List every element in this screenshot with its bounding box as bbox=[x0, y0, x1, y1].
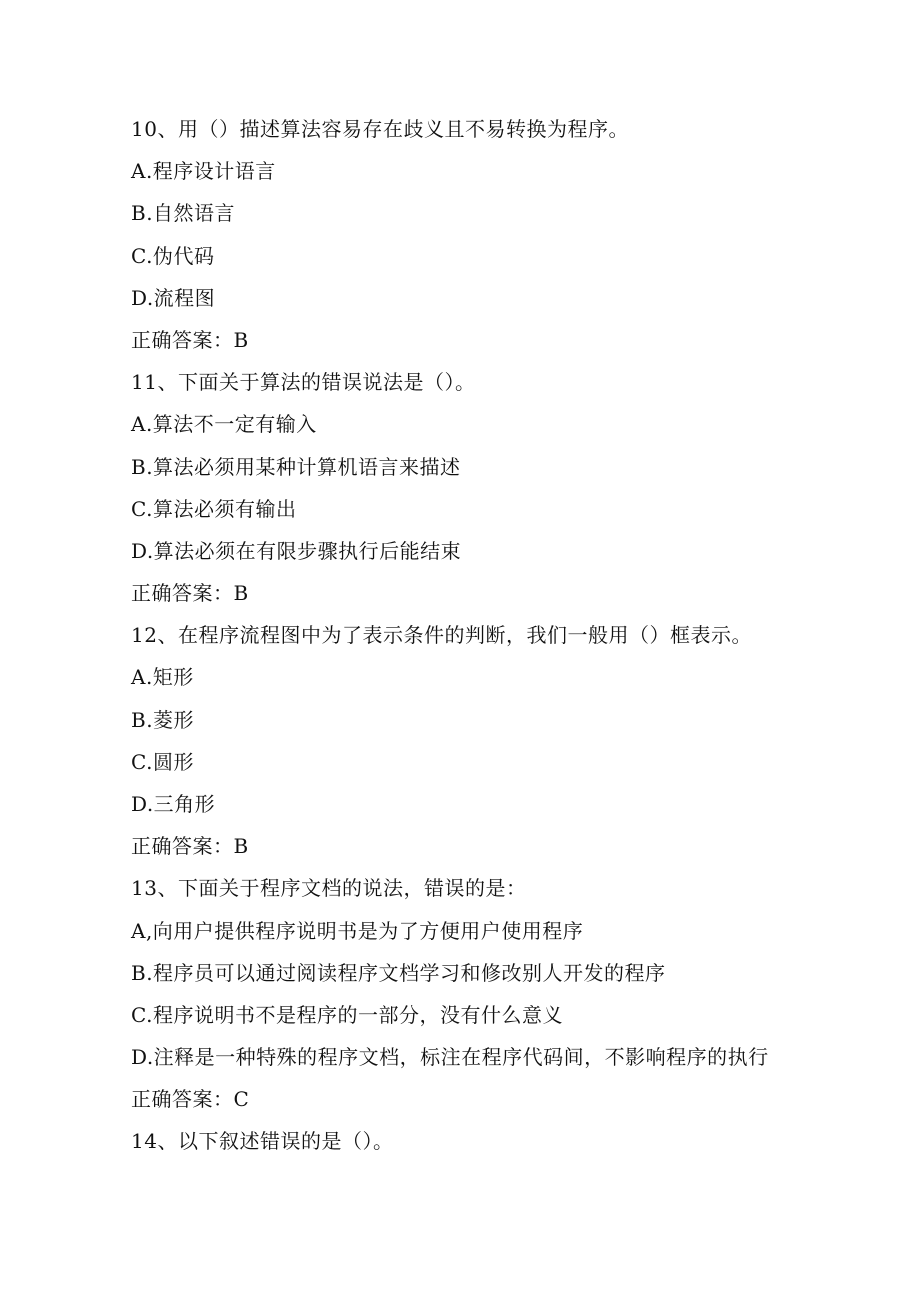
option-d: D.注释是一种特殊的程序文档，标注在程序代码间，不影响程序的执行 bbox=[131, 1045, 769, 1070]
question-stem: 14、以下叙述错误的是（）。 bbox=[131, 1129, 394, 1154]
option-c: C.圆形 bbox=[131, 749, 194, 774]
question-list bbox=[131, 108, 791, 1163]
question-stem: 13、下面关于程序文档的说法，错误的是： bbox=[131, 876, 527, 901]
option-b: B.程序员可以通过阅读程序文档学习和修改别人开发的程序 bbox=[131, 960, 666, 985]
question-stem: 10、用（）描述算法容易存在歧义且不易转换为程序。 bbox=[131, 117, 629, 141]
option-b: B.菱形 bbox=[131, 707, 195, 732]
option-b: B.算法必须用某种计算机语言来描述 bbox=[131, 454, 461, 479]
option-b: B.自然语言 bbox=[131, 201, 236, 226]
option-c: C.伪代码 bbox=[131, 243, 215, 268]
option-a: A,向用户提供程序说明书是为了方便用户使用程序 bbox=[131, 918, 584, 943]
question-11 bbox=[131, 361, 791, 614]
correct-answer: 正确答案：C bbox=[131, 1087, 250, 1112]
option-c: C.算法必须有输出 bbox=[131, 496, 297, 521]
option-d: D.算法必须在有限步骤执行后能结束 bbox=[131, 538, 462, 563]
question-13 bbox=[131, 867, 791, 1120]
question-12 bbox=[131, 614, 791, 867]
option-a: A.算法不一定有输入 bbox=[131, 412, 317, 437]
correct-answer: 正确答案：B bbox=[131, 581, 249, 606]
option-d: D.三角形 bbox=[131, 792, 216, 816]
option-c: C.程序说明书不是程序的一部分，没有什么意义 bbox=[131, 1002, 563, 1027]
question-stem: 12、在程序流程图中为了表示条件的判断，我们一般用（）框表示。 bbox=[131, 623, 752, 648]
correct-answer: 正确答案：B bbox=[131, 834, 249, 859]
question-stem: 11、下面关于算法的错误说法是（）。 bbox=[131, 370, 476, 395]
option-a: A.程序设计语言 bbox=[131, 159, 276, 184]
question-10 bbox=[131, 108, 791, 361]
correct-answer: 正确答案：B bbox=[131, 327, 249, 352]
option-a: A.矩形 bbox=[131, 665, 194, 690]
question-14 bbox=[131, 1120, 791, 1162]
option-d: D.流程图 bbox=[131, 285, 216, 310]
